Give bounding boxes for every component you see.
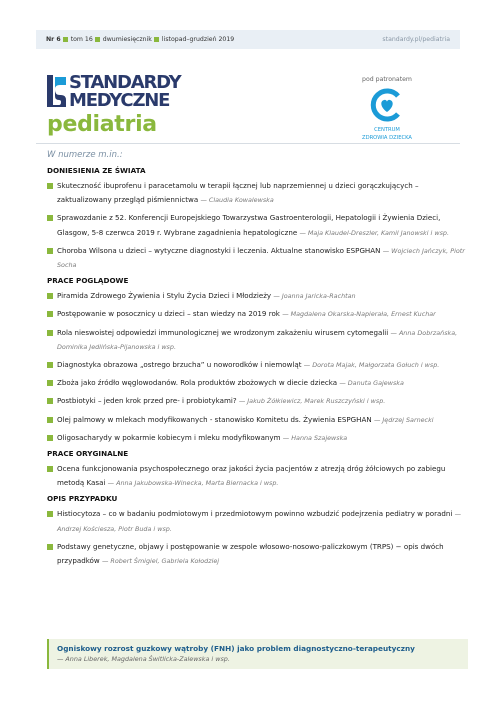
period: listopad–grudzień 2019 <box>161 36 235 43</box>
bullet-square-icon <box>47 248 53 254</box>
list-item[interactable] <box>47 540 467 568</box>
article-authors: — Magdalena Okarska-Napierała, Ernest Kuchar <box>282 310 436 319</box>
article-authors: — Maja Klaudel-Dreszler, Kamil Janowski i wsp. <box>299 228 449 237</box>
list-item[interactable] <box>47 358 467 372</box>
bullet-square-icon <box>47 215 53 221</box>
frequency: dwumiesięcznik <box>102 36 152 43</box>
article-title: Postępowanie w posocznicy u dzieci – stan wiedzy na 2019 rok <box>57 309 280 319</box>
list-item[interactable] <box>47 289 467 303</box>
list-item[interactable] <box>47 394 467 408</box>
intro-heading: W numerze m.in.: <box>47 150 123 160</box>
section-title: PRACE ORYGINALNE <box>47 449 129 459</box>
patronage-label: pod patronatem <box>362 76 412 83</box>
list-item[interactable] <box>47 431 467 445</box>
logo-word-medyczne: MEDYCZNE <box>69 90 170 111</box>
volume: tom 16 <box>70 36 93 43</box>
bullet-square-icon <box>47 330 53 336</box>
patron-org-line2: ZDROWIA DZIECKA <box>362 135 412 142</box>
table-of-contents <box>47 166 467 572</box>
bullet-square-icon <box>47 293 53 299</box>
list-item[interactable] <box>47 244 467 272</box>
article-title: Oligosacharydy w pokarmie kobiecym i mleku modyfikowanym <box>57 432 281 442</box>
featured-article-title: Ogniskowy rozrost guzkowy wątroby (FNH) jako problem diagnostyczno-terapeutyczny <box>57 644 415 653</box>
issue-header-bar <box>36 30 460 49</box>
bullet-square-icon <box>47 311 53 317</box>
featured-article[interactable] <box>47 639 468 669</box>
bullet-square-icon <box>47 362 53 368</box>
bullet-square-icon <box>47 183 53 189</box>
article-title: Choroba Wilsona u dzieci – wytyczne diagnostyki i leczenia. Aktualne stanowisko ESPGHAN <box>57 245 381 255</box>
article-title: Ocena funkcjonowania psychospołecznego oraz jakości życia pacjentów z atrezją dróg żółciowych po zabiegu metodą Kasai <box>57 464 446 488</box>
section-title: OPIS PRZYPADKU <box>47 494 118 504</box>
section-title: DONIESIENIA ZE ŚWIATA <box>47 166 146 175</box>
patron-org-line1: CENTRUM <box>374 127 400 133</box>
bullet-square-icon <box>47 544 53 550</box>
article-authors: — Jakub Żółkiewicz, Marek Ruszczyński i wsp. <box>238 397 386 406</box>
bullet-square-icon <box>47 380 53 386</box>
list-item[interactable] <box>47 326 467 354</box>
bullet-square-icon <box>47 511 53 517</box>
article-authors: — Jędrzej Sarnecki <box>373 415 434 424</box>
list-item[interactable] <box>47 179 467 207</box>
divider <box>36 143 460 144</box>
article-title: Podstawy genetyczne, objawy i postępowanie w zespole włosowo-nosowo-paliczkowym (TRPS) − opis dwóch przypadków <box>57 541 444 566</box>
article-authors: — Robert Śmigiel, Gabriela Kołodziej <box>101 557 220 566</box>
bullet-square-icon <box>47 435 53 441</box>
bullet-square-icon <box>63 37 68 42</box>
list-item[interactable] <box>47 507 467 535</box>
article-authors: — Dorota Majak, Małgorzata Gołuch i wsp. <box>303 361 440 370</box>
article-title: Skuteczność ibuprofenu i paracetamolu w terapii łącznej lub naprzemiennej u dzieci gorączkujących – zaktualizowany przegląd piśmiennictwa <box>57 181 419 205</box>
article-authors: — Wojciech Jańczyk, Piotr Socha <box>57 246 465 270</box>
issue-number: Nr 6 <box>46 36 61 43</box>
article-title: Piramida Zdrowego Żywienia i Stylu Życia Dzieci i Młodzieży <box>57 291 272 301</box>
list-item[interactable] <box>47 307 467 321</box>
czd-logo-icon <box>370 88 404 122</box>
article-authors: — Joanna Jaricka-Rachtan <box>273 292 356 301</box>
list-item[interactable] <box>47 376 467 390</box>
article-title: Zboża jako źródło węglowodanów. Rola produktów zbożowych w diecie dziecka <box>57 378 338 388</box>
featured-article-authors: — Anna Liberek, Magdalena Świtlicka-Zalewska i wsp. <box>57 655 230 663</box>
article-authors: — Anna Jakubowska-Winecka, Marta Biernacka i wsp. <box>107 479 279 488</box>
bullet-square-icon <box>95 37 100 42</box>
article-authors: — Claudia Kowalewska <box>200 196 274 205</box>
article-authors: — Danuta Gajewska <box>339 379 404 388</box>
bullet-square-icon <box>47 417 53 423</box>
article-authors: — Anna Dobrzańska, Dominika Jedlińska-Pijanowska i wsp. <box>57 328 458 351</box>
article-title: Rola nieswoistej odpowiedzi immunologicznej we wrodzonym zakażeniu wirusem cytomegalii <box>57 327 389 337</box>
article-title: Diagnostyka obrazowa „ostrego brzucha” u noworodków i niemowląt <box>57 360 302 370</box>
article-title: Olej palmowy w mlekach modyfikowanych - stanowisko Komitetu ds. Żywienia ESPGHAN <box>57 414 372 424</box>
bullet-square-icon <box>154 37 159 42</box>
logo-word-standardy: STANDARDY <box>69 72 181 93</box>
list-item[interactable] <box>47 413 467 427</box>
bullet-square-icon <box>47 398 53 404</box>
list-item[interactable] <box>47 211 467 239</box>
site-url-link[interactable]: standardy.pl/pediatria <box>382 36 450 43</box>
standardy-medyczne-logo <box>47 73 207 109</box>
bullet-square-icon <box>47 466 53 472</box>
article-title: Sprawozdanie z 52. Konferencji Europejskiego Towarzystwa Gastroenterologii, Hepatologii i Żywienia Dzieci, Glasgow, 5-8 czerwca 2019 r. Wybrane zagadnienia hepatologiczne <box>57 213 441 237</box>
patronage-block <box>352 76 422 142</box>
section-title: PRACE POGLĄDOWE <box>47 276 129 286</box>
article-title: Histiocytoza – co w badaniu podmiotowym i przedmiotowym powinno wzbudzić podejrzenia pediatry w poradni <box>57 509 453 519</box>
article-authors: — Andrzej Kościesza, Piotr Buda i wsp. <box>57 510 461 533</box>
list-item[interactable] <box>47 462 467 490</box>
article-authors: — Hanna Szajewska <box>282 433 348 442</box>
journal-title: pediatria <box>47 112 157 137</box>
article-title: Postbiotyki – jeden krok przed pre- i probiotykami? <box>57 396 237 406</box>
logo-mark-icon <box>47 75 66 107</box>
